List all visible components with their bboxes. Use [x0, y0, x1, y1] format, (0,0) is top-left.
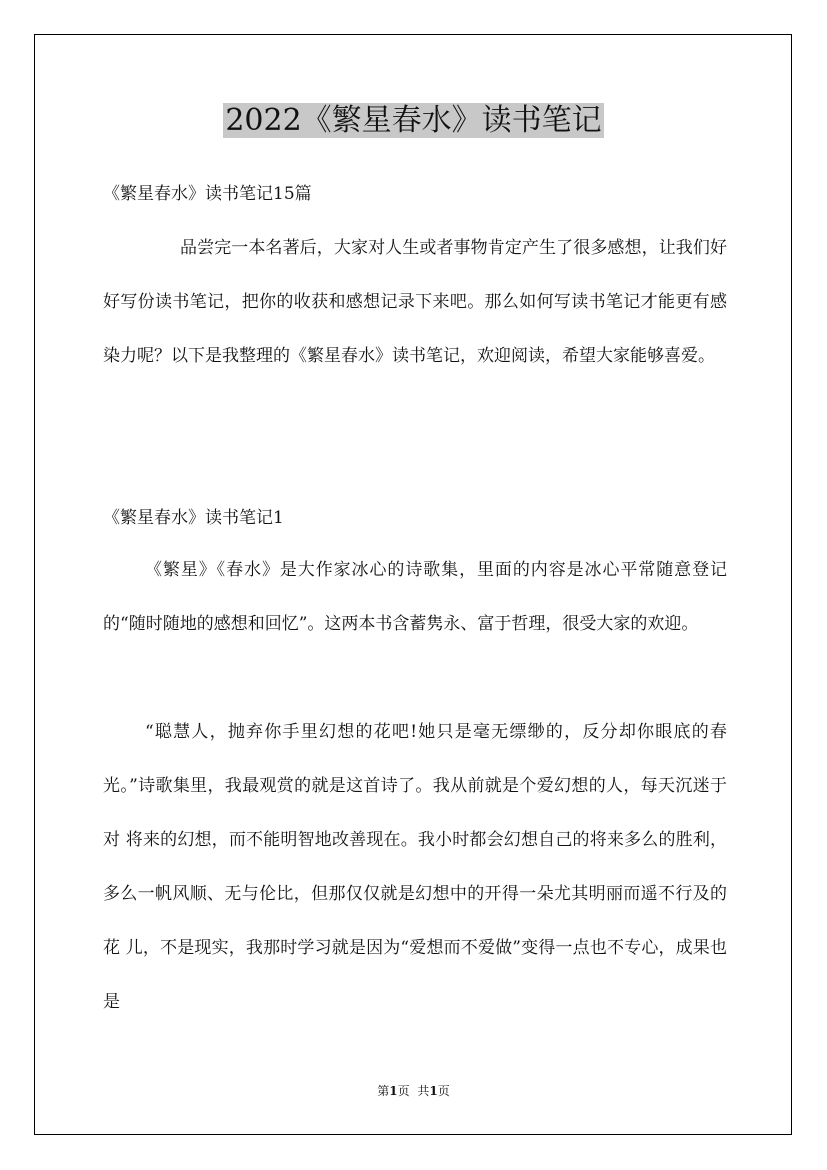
footer-page-number: 1 [389, 1084, 398, 1098]
document-title-text: 2022《繁星春水》读书笔记 [225, 103, 602, 138]
footer-page-suffix: 页 [397, 1084, 410, 1098]
footer-total-pages: 1 [429, 1084, 438, 1098]
section-heading: 《繁星春水》读书笔记1 [103, 508, 284, 528]
intro-paragraph: 品尝完一本名著后，大家对人生或者事物肯定产生了很多感想，让我们好好写份读书笔记，把你的收获和感想记录下来吧。那么如何写读书笔记才能更有感染力呢？以下是我整理的《繁星春水》读书笔记，欢迎阅读，希望大家能够喜爱。 [103, 238, 727, 366]
document-title [0, 99, 827, 143]
page-footer [0, 1082, 827, 1100]
body-paragraph-2: “聪慧人，抛弃你手里幻想的花吧!她只是毫无缥缈的，反分却你眼底的春光。”诗歌集里，我最观赏的就是这首诗了。我从前就是个爱幻想的人，每天沉迷于对 将来的幻想，而不能明智地改善现在。我小时都会幻想自己的将来多么的胜利，多么一帆风顺、无与伦比，但那仅仅就是幻想中的开得一朵尤其明丽而遥不行及的花 儿，不是现实，我那时学习就是因为“爱想而不爱做”变得一点也不专心，成果也是 [103, 722, 727, 1012]
body-paragraph-1: 《繁星》《春水》是大作家冰心的诗歌集，里面的内容是冰心平常随意登记的“随时随地的感想和回忆”。这两本书含蓄隽永、富于哲理，很受大家的欢迎。 [103, 560, 727, 634]
footer-total-prefix: 共 [417, 1084, 430, 1098]
document-subtitle: 《繁星春水》读书笔记15篇 [103, 184, 312, 204]
footer-page-prefix: 第 [377, 1084, 390, 1098]
footer-total-suffix: 页 [437, 1084, 450, 1098]
